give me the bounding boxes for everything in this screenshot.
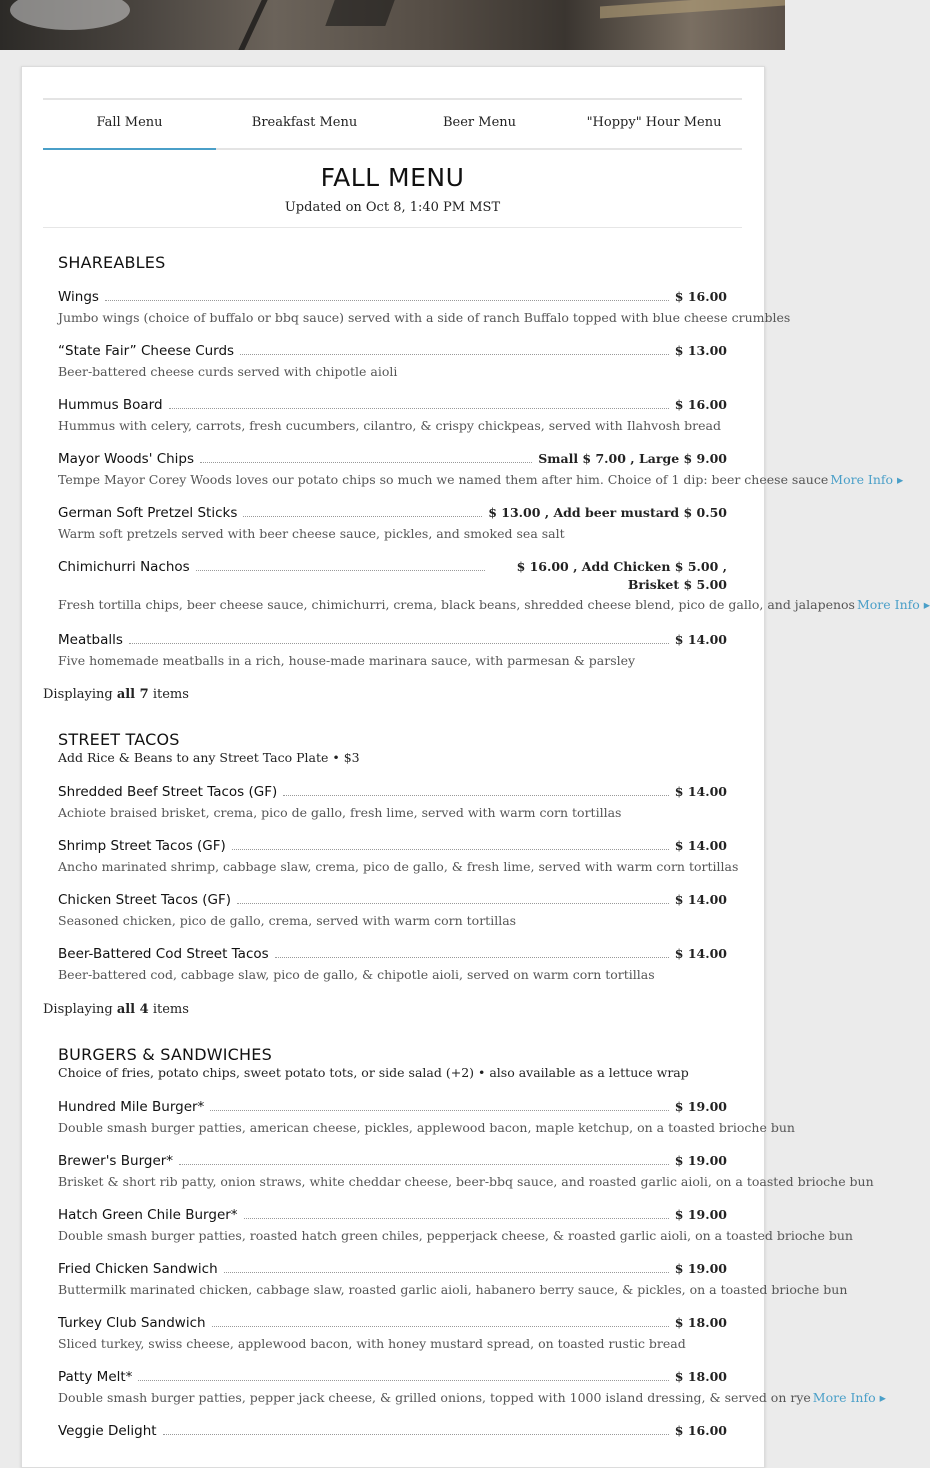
menu-item xyxy=(58,1369,886,1405)
displaying-count: Displaying all 7 items xyxy=(43,687,189,702)
item-description: Warm soft pretzels served with beer cheese sauce, pickles, and smoked sea salt xyxy=(58,526,565,541)
item-name: Fried Chicken Sandwich xyxy=(58,1261,218,1277)
menu-tabs xyxy=(43,98,742,150)
dot-leader xyxy=(163,1423,669,1435)
menu-item xyxy=(58,1315,727,1351)
tab-fall-menu[interactable]: Fall Menu xyxy=(43,100,216,148)
menu-item xyxy=(58,505,727,541)
item-description: Seasoned chicken, pico de gallo, crema, served with warm corn tortillas xyxy=(58,913,517,928)
item-price: $ 14.00 xyxy=(674,946,727,961)
dot-leader xyxy=(169,397,669,409)
menu-item xyxy=(58,451,904,487)
menu-item xyxy=(58,397,727,433)
menu-item xyxy=(58,892,727,928)
dot-leader xyxy=(275,946,669,958)
section-note: Choice of fries, potato chips, sweet potato tots, or side salad (+2) • also available as a lettuce wrap xyxy=(58,1065,689,1080)
section-title-burgers-sandwiches: BURGERS & SANDWICHES xyxy=(58,1045,272,1064)
divider xyxy=(43,227,742,228)
dot-leader xyxy=(243,505,482,517)
item-price: $ 14.00 xyxy=(674,784,727,799)
menu-item xyxy=(58,632,727,668)
menu-item xyxy=(58,1153,874,1189)
dot-leader xyxy=(224,1261,669,1273)
item-name: Hundred Mile Burger* xyxy=(58,1099,205,1115)
item-name: German Soft Pretzel Sticks xyxy=(58,505,238,521)
menu-item xyxy=(58,1207,853,1243)
dot-leader xyxy=(196,559,485,571)
item-name: Mayor Woods' Chips xyxy=(58,451,195,467)
item-description: Double smash burger patties, american cheese, pickles, applewood bacon, maple ketchup, on a toasted brioche bun xyxy=(58,1120,795,1135)
item-price: $ 13.00 , Add beer mustard $ 0.50 xyxy=(488,505,727,520)
item-price: $ 19.00 xyxy=(674,1153,727,1168)
item-price: $ 14.00 xyxy=(674,632,727,647)
item-name: Veggie Delight xyxy=(58,1423,157,1439)
item-description: Ancho marinated shrimp, cabbage slaw, crema, pico de gallo, & fresh lime, served with warm corn tortillas xyxy=(58,859,739,874)
item-description: Fresh tortilla chips, beer cheese sauce, chimichurri, crema, black beans, shredded cheese blend, pico de gallo, and jalapenos xyxy=(58,597,855,612)
item-name: Brewer's Burger* xyxy=(58,1153,174,1169)
item-name: Hatch Green Chile Burger* xyxy=(58,1207,238,1223)
item-description: Five homemade meatballs in a rich, house-made marinara sauce, with parmesan & parsley xyxy=(58,653,636,668)
dot-leader xyxy=(244,1207,669,1219)
dot-leader xyxy=(212,1315,669,1327)
item-description: Beer-battered cheese curds served with chipotle aioli xyxy=(58,364,398,379)
menu-item xyxy=(58,289,791,325)
item-name: Shredded Beef Street Tacos (GF) xyxy=(58,784,278,800)
item-description: Jumbo wings (choice of buffalo or bbq sauce) served with a side of ranch Buffalo topped with blue cheese crumbles xyxy=(58,310,791,325)
item-price: $ 16.00 , Add Chicken $ 5.00 , Brisket $ 5.00 xyxy=(516,559,727,592)
menu-item xyxy=(58,343,727,379)
item-price: Small $ 7.00 , Large $ 9.00 xyxy=(538,451,727,466)
item-price: $ 16.00 xyxy=(674,1423,727,1438)
item-name: Wings xyxy=(58,289,99,305)
item-name: Turkey Club Sandwich xyxy=(58,1315,206,1331)
item-price: $ 16.00 xyxy=(674,397,727,412)
menu-item xyxy=(58,1423,727,1439)
dot-leader xyxy=(179,1153,669,1165)
section-title-street-tacos: STREET TACOS xyxy=(58,730,180,749)
more-info-link[interactable]: More Info ▸ xyxy=(856,597,930,612)
item-price: $ 19.00 xyxy=(674,1099,727,1114)
menu-card xyxy=(21,66,930,1468)
item-price: $ 18.00 xyxy=(674,1369,727,1384)
item-name: Meatballs xyxy=(58,632,123,648)
item-price: $ 13.00 xyxy=(674,343,727,358)
item-description: Double smash burger patties, roasted hatch green chiles, pepperjack cheese, & roasted garlic aioli, on a toasted brioche bun xyxy=(58,1228,853,1243)
dot-leader xyxy=(210,1099,668,1111)
item-description: Double smash burger patties, pepper jack cheese, & grilled onions, topped with 1000 island dressing, & served on rye xyxy=(58,1390,811,1405)
dot-leader xyxy=(232,838,669,850)
more-info-link[interactable]: More Info ▸ xyxy=(830,472,904,487)
item-description: Buttermilk marinated chicken, cabbage slaw, roasted garlic aioli, habanero berry sauce, & pickles, on a toasted brioche bun xyxy=(58,1282,848,1297)
item-price: $ 16.00 xyxy=(674,289,727,304)
item-price: $ 19.00 xyxy=(674,1207,727,1222)
more-info-link[interactable]: More Info ▸ xyxy=(812,1390,886,1405)
tab-breakfast-menu[interactable]: Breakfast Menu xyxy=(251,115,358,130)
item-name: Shrimp Street Tacos (GF) xyxy=(58,838,226,854)
hero-image xyxy=(0,0,785,50)
menu-item xyxy=(58,1261,848,1297)
item-name: “State Fair” Cheese Curds xyxy=(58,343,235,359)
menu-item xyxy=(58,559,930,612)
menu-item xyxy=(58,1099,795,1135)
dot-leader xyxy=(129,632,669,644)
dot-leader xyxy=(105,289,669,301)
item-price: $ 19.00 xyxy=(674,1261,727,1276)
section-title-shareables: SHAREABLES xyxy=(58,253,166,272)
item-price: $ 14.00 xyxy=(674,892,727,907)
item-description: Tempe Mayor Corey Woods loves our potato chips so much we named them after him. Choice of 1 dip: beer cheese sauce xyxy=(58,472,829,487)
menu-item xyxy=(58,784,727,820)
displaying-count: Displaying all 4 items xyxy=(43,1002,189,1017)
item-price: $ 18.00 xyxy=(674,1315,727,1330)
item-name: Chicken Street Tacos (GF) xyxy=(58,892,232,908)
menu-item xyxy=(58,946,727,982)
dot-leader xyxy=(240,343,669,355)
item-description: Sliced turkey, swiss cheese, applewood bacon, with honey mustard spread, on toasted rustic bread xyxy=(58,1336,686,1351)
dot-leader xyxy=(138,1369,668,1381)
item-price: $ 14.00 xyxy=(674,838,727,853)
item-description: Beer-battered cod, cabbage slaw, pico de gallo, & chipotle aioli, served on warm corn tortillas xyxy=(58,967,655,982)
item-description: Brisket & short rib patty, onion straws, white cheddar cheese, beer-bbq sauce, and roasted garlic aioli, on a toasted brioche bun xyxy=(58,1174,874,1189)
tab-beer-menu[interactable]: Beer Menu xyxy=(442,115,517,130)
section-note: Add Rice & Beans to any Street Taco Plate • $3 xyxy=(58,750,360,765)
item-name: Patty Melt* xyxy=(58,1369,133,1385)
menu-item xyxy=(58,838,739,874)
dot-leader xyxy=(237,892,669,904)
updated-timestamp: Updated on Oct 8, 1:40 PM MST xyxy=(284,200,501,215)
dot-leader xyxy=(283,784,669,796)
tab-hoppy-hour-menu[interactable]: "Hoppy" Hour Menu xyxy=(586,115,722,130)
item-name: Hummus Board xyxy=(58,397,163,413)
item-description: Hummus with celery, carrots, fresh cucumbers, cilantro, & crispy chickpeas, served with Ilahvosh bread xyxy=(58,418,721,433)
item-name: Chimichurri Nachos xyxy=(58,559,190,575)
item-name: Beer-Battered Cod Street Tacos xyxy=(58,946,269,962)
item-description: Achiote braised brisket, crema, pico de gallo, fresh lime, served with warm corn tortillas xyxy=(58,805,622,820)
dot-leader xyxy=(200,451,532,463)
menu-title: FALL MENU xyxy=(320,163,465,192)
